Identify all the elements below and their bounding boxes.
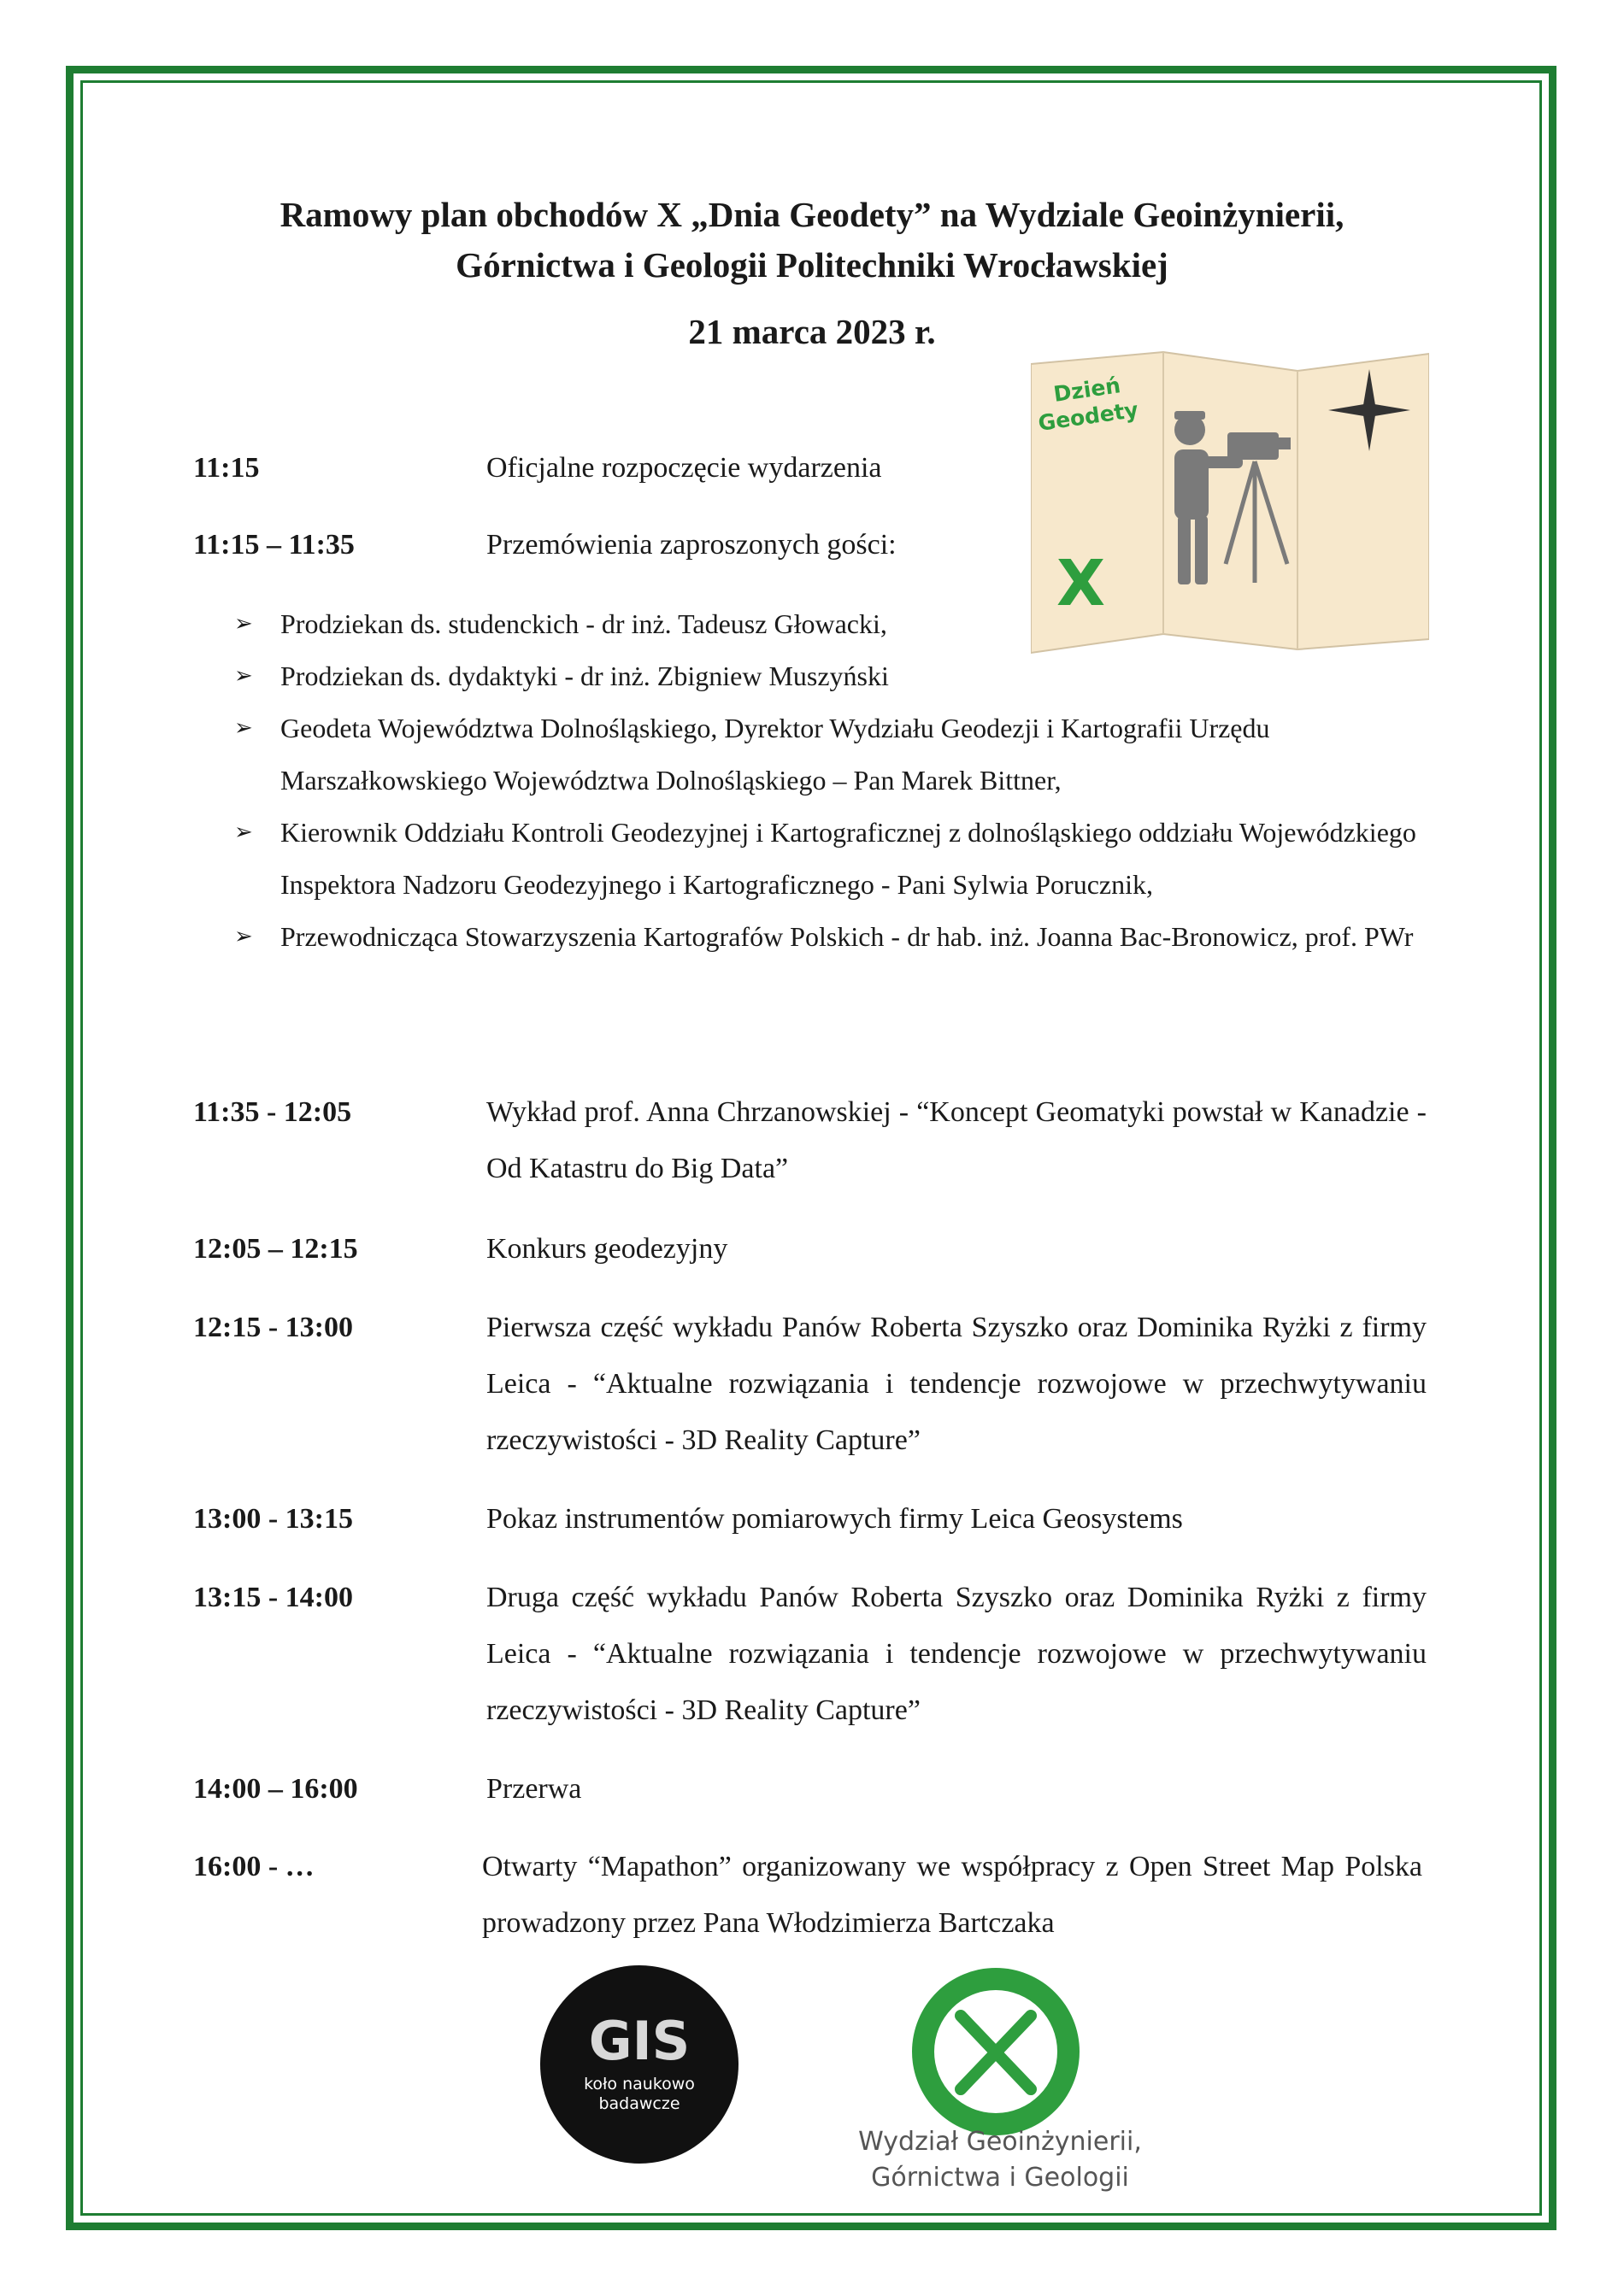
desc-2: Przemówienia zaproszonych gości: (486, 529, 897, 561)
faculty-name-line1: Wydział Geoinżynierii, (858, 2127, 1142, 2157)
guest-item: ➢ Geodeta Województwa Dolnośląskiego, Dyrektor Wydziału Geodezji i Kartografii Urzędu Marszałkowskiego Województwa Dolnośląskiego – Pan Marek Bittner, (234, 702, 1431, 807)
time-2: 11:15 – 11:35 (193, 529, 355, 561)
time-1: 11:15 (193, 452, 260, 484)
gis-line1: koło naukowo (584, 2075, 695, 2093)
gis-acronym: GIS (588, 2010, 691, 2072)
desc-1: Oficjalne rozpoczęcie wydarzenia (486, 452, 882, 484)
arrow-bullet-icon: ➢ (234, 715, 253, 741)
arrow-bullet-icon: ➢ (234, 924, 253, 949)
gis-line2: badawcze (598, 2094, 680, 2113)
desc-8: Przerwa (486, 1773, 582, 1805)
event-date: 21 marca 2023 r. (688, 312, 936, 351)
time-4: 12:05 – 12:15 (193, 1233, 358, 1265)
guest-item: ➢ Kierownik Oddziału Kontroli Geodezyjnej i Kartograficznej z dolnośląskiego oddziału Wojewódzkiego Inspektora Nadzoru Geodezyjnego i Kartograficznego - Pani Sylwia Porucznik, (234, 807, 1431, 911)
arrow-bullet-icon: ➢ (234, 663, 253, 689)
guest-item: ➢ Prodziekan ds. studenckich - dr inż. Tadeusz Głowacki, (234, 598, 1431, 650)
desc-6: Pokaz instrumentów pomiarowych firmy Leica Geosystems (486, 1503, 1183, 1535)
title-line-2: Górnictwa i Geologii Politechniki Wrocławskiej (456, 245, 1168, 285)
gis-club-logo (538, 1964, 740, 2165)
faculty-gear-logo (906, 1961, 1086, 2142)
desc-5: Pierwsza część wykładu Panów Roberta Szyszko oraz Dominika Ryżki z firmy Leica - “Aktualne rozwiązania i tendencje rozwojowe w przechwytywaniu rzeczywistości - 3D Reality Capture” (486, 1312, 1427, 1456)
desc-7: Druga część wykładu Panów Roberta Szyszko oraz Dominika Ryżki z firmy Leica - “Aktualne rozwiązania i tendencje rozwojowe w przechwytywaniu rzeczywistości - 3D Reality Capture” (486, 1582, 1427, 1726)
time-9: 16:00 - … (193, 1851, 315, 1882)
desc-4: Konkurs geodezyjny (486, 1233, 728, 1265)
faculty-name-line2: Górnictwa i Geologii (871, 2163, 1129, 2193)
desc-3: Wykład prof. Anna Chrzanowskiej - “Koncept Geomatyki powstał w Kanadzie - Od Katastru do Big Data” (486, 1096, 1427, 1184)
guest-item: ➢ Przewodnicząca Stowarzyszenia Kartografów Polskich - dr hab. inż. Joanna Bac-Bronowicz, prof. PWr (234, 911, 1431, 963)
badge-dzien: Dzień (1051, 373, 1122, 407)
arrow-bullet-icon: ➢ (234, 611, 253, 637)
arrow-bullet-icon: ➢ (234, 819, 253, 845)
time-3: 11:35 - 12:05 (193, 1096, 352, 1128)
guest-list (234, 598, 1431, 963)
time-7: 13:15 - 14:00 (193, 1582, 353, 1613)
badge-geodety: Geodety (1036, 396, 1140, 436)
time-5: 12:15 - 13:00 (193, 1312, 353, 1343)
badge-numeral: X (1056, 547, 1106, 620)
time-8: 14:00 – 16:00 (193, 1773, 358, 1805)
desc-9: Otwarty “Mapathon” organizowany we współpracy z Open Street Map Polska prowadzony przez Pana Włodzimierza Bartczaka (482, 1851, 1422, 1939)
title-line-1: Ramowy plan obchodów X „Dnia Geodety” na Wydziale Geoinżynierii, (279, 195, 1345, 234)
time-6: 13:00 - 13:15 (193, 1503, 353, 1535)
guest-item: ➢ Prodziekan ds. dydaktyki - dr inż. Zbigniew Muszyński (234, 650, 1431, 702)
